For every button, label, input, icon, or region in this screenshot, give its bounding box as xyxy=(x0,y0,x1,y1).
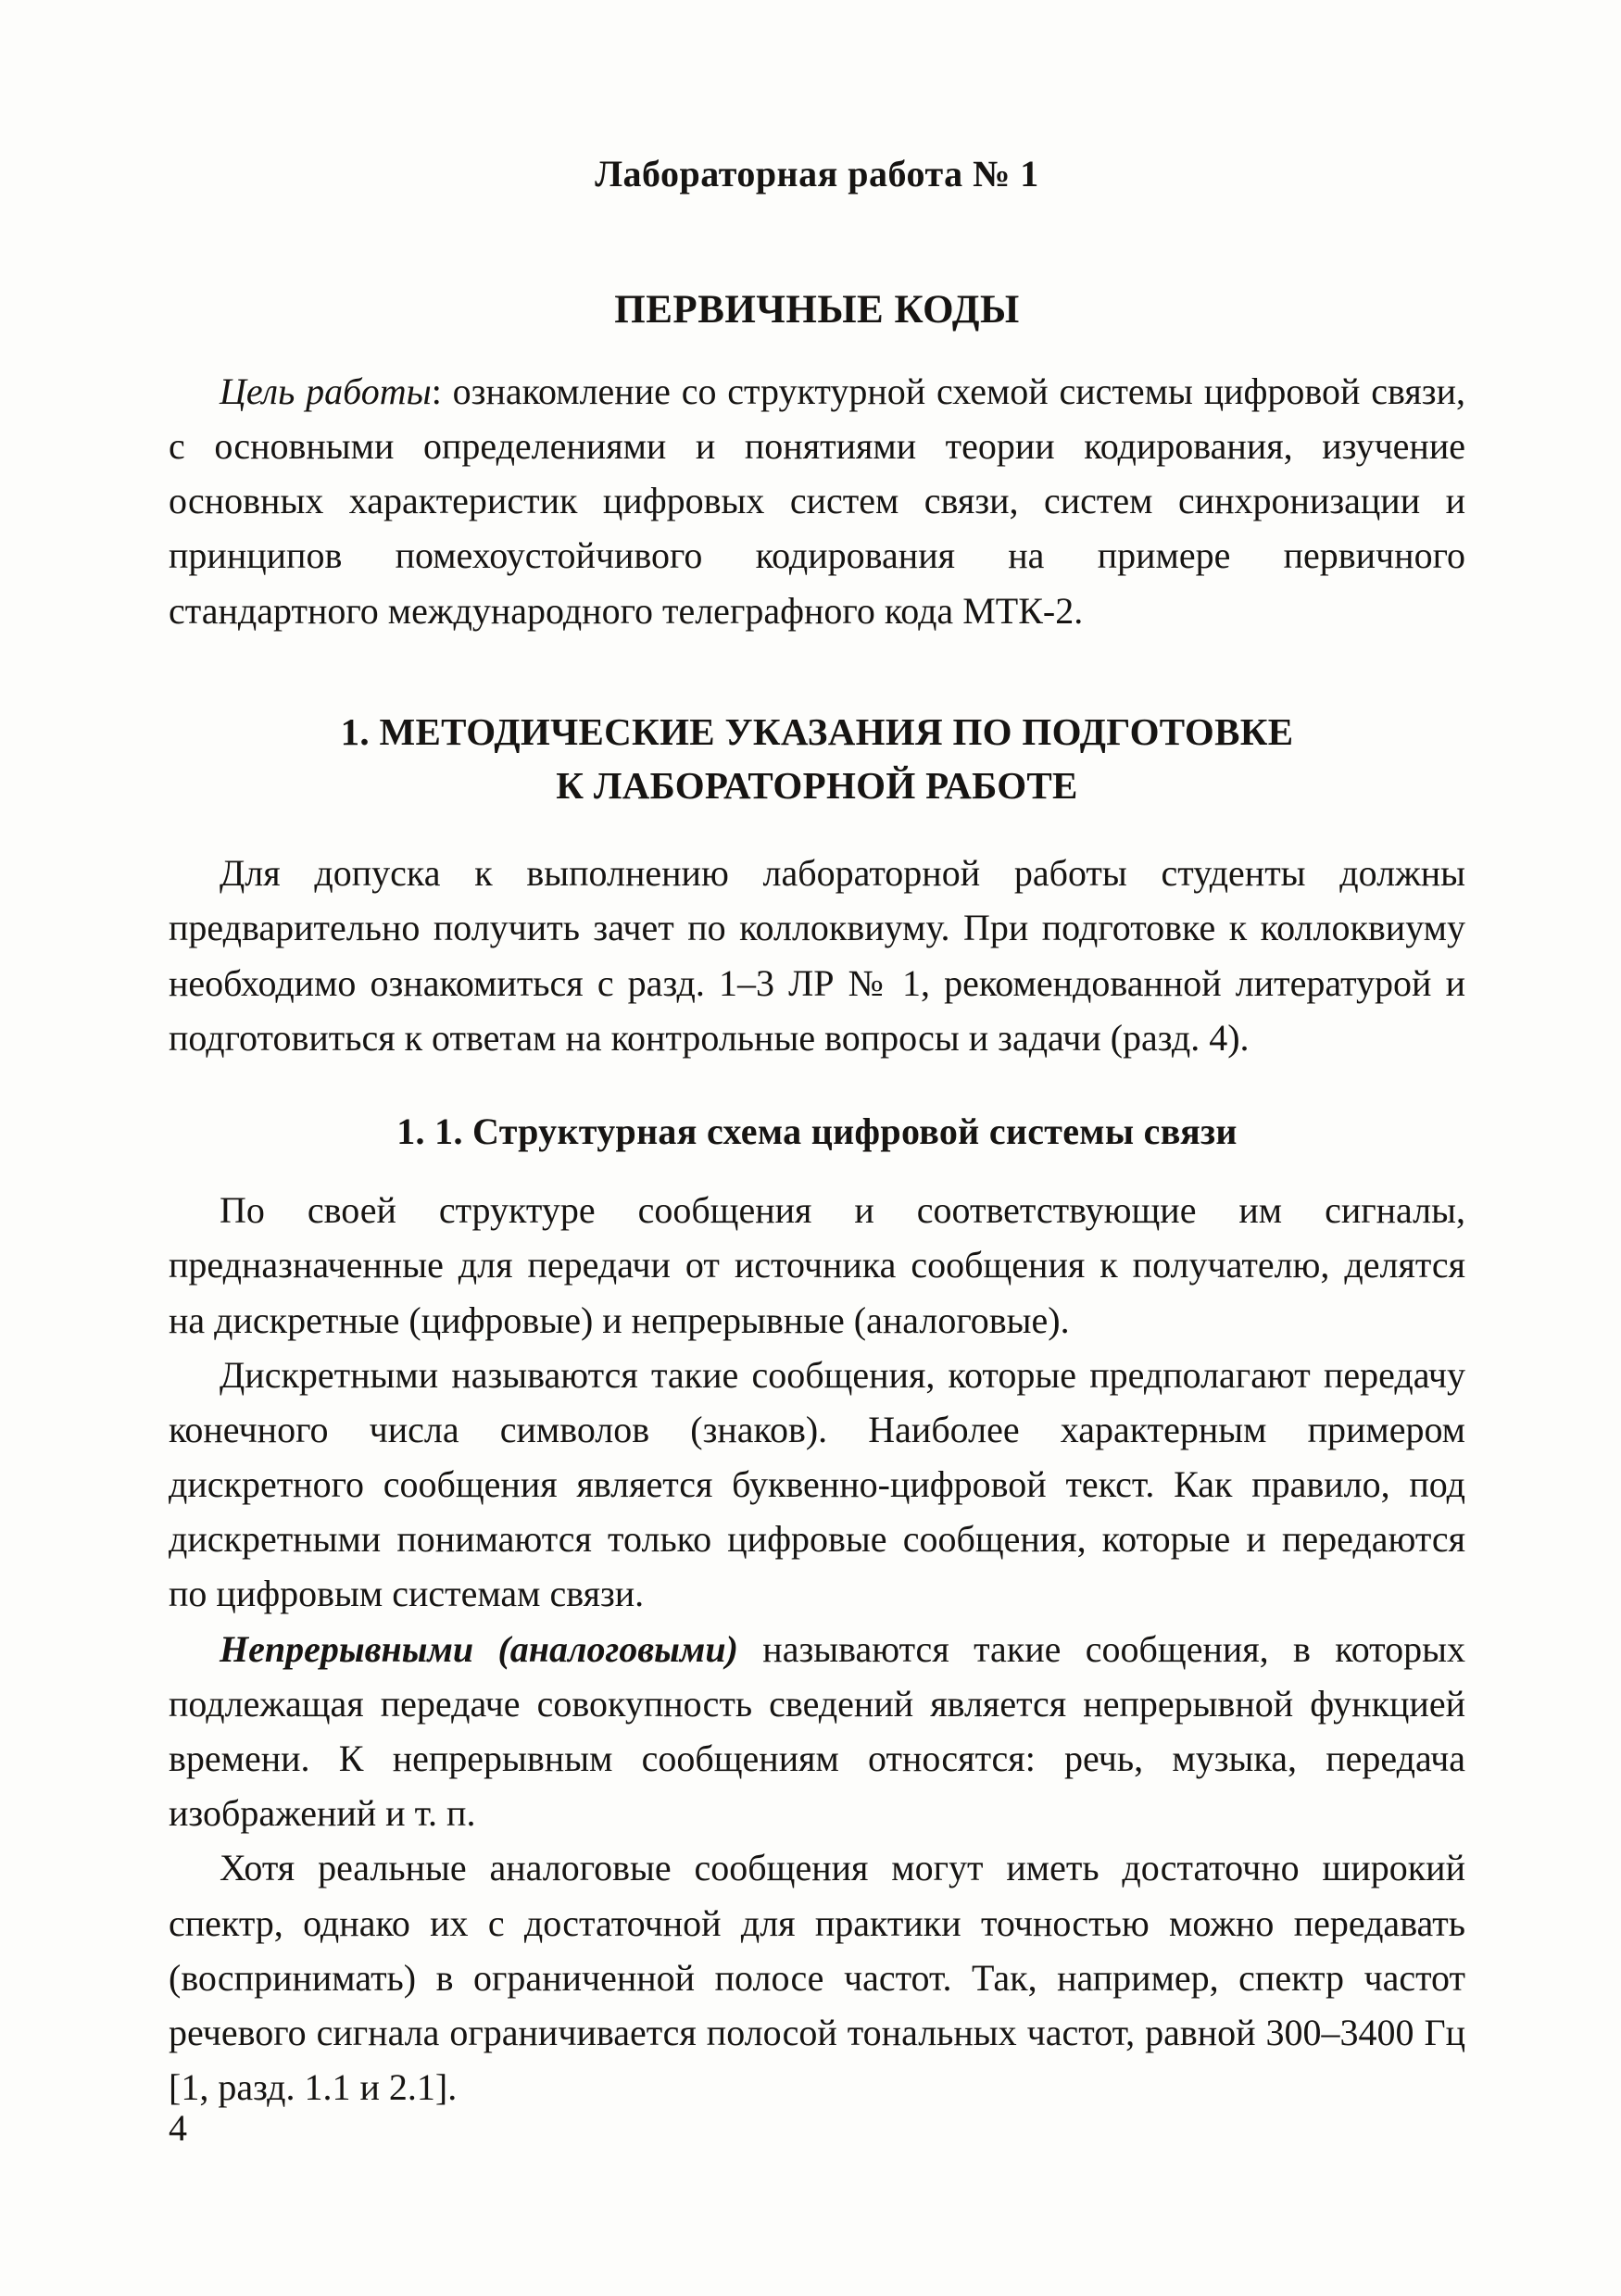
page-number: 4 xyxy=(169,2107,187,2149)
section-1-heading xyxy=(169,705,1465,812)
lab-work-title: Лабораторная работа № 1 xyxy=(595,153,1039,194)
paragraph-continuous xyxy=(169,1622,1465,1841)
continuous-lead-italic: Непрерывными (аналоговыми) xyxy=(220,1627,738,1670)
paragraph-structure: По своей структуре сообщения и соответствующие им сигналы, предназначенные для передачи от источника сообщения к получателю, делятся на дискретные (цифровые) и непрерывные (аналоговые). xyxy=(169,1189,1465,1341)
goal-text: : ознакомление со структурной схемой системы цифровой связи, с основными определениями и понятиями теории кодирования, изучение основных характеристик цифровых систем связи, систем синхронизации и принципов помехоустойчивого кодирования на примере первичного стандартного международного телеграфного кода МТК-2. xyxy=(169,370,1466,632)
paragraph-analog-spectrum: Хотя реальные аналоговые сообщения могут иметь достаточно широкий спектр, однако их с достаточной для практики точностью можно передавать (воспринимать) в ограниченной полосе частот. Так, например, спектр частот речевого сигнала ограничивается полосой тональных частот, равной 300–3400 Гц [1, разд. 1.1 и 2.1]. xyxy=(169,1847,1465,2109)
section-1-heading-line2: К ЛАБОРАТОРНОЙ РАБОТЕ xyxy=(556,763,1078,807)
continuous-text: называются такие сообщения, в которых подлежащая передаче совокупность сведений является непрерывной функцией времени. К непрерывным сообщениям относятся: речь, музыка, передача изображений и т. п. xyxy=(169,1627,1466,1835)
section-1-heading-line1: 1. МЕТОДИЧЕСКИЕ УКАЗАНИЯ ПО ПОДГОТОВКЕ xyxy=(340,709,1294,753)
subsection-1-1-heading: 1. 1. Структурная схема цифровой системы связи xyxy=(396,1110,1238,1152)
paragraph-discrete: Дискретными называются такие сообщения, которые предполагают передачу конечного числа символов (знаков). Наиболее характерным примером дискретного сообщения является буквенно-цифровой текст. Как правило, под дискретными понимаются только цифровые сообщения, которые и передаются по цифровым системам связи. xyxy=(169,1353,1465,1615)
goal-lead-italic: Цель работы xyxy=(220,370,432,412)
paragraph-goal xyxy=(169,364,1465,638)
paragraph-admission: Для допуска к выполнению лабораторной работы студенты должны предварительно получить зачет по коллоквиуму. При подготовке к коллоквиуму необходимо ознакомиться с разд. 1–3 ЛР № 1, рекомендованной литературой и подготовиться к ответам на контрольные вопросы и задачи (разд. 4). xyxy=(169,852,1465,1059)
chapter-heading: ПЕРВИЧНЫЕ КОДЫ xyxy=(614,288,1020,332)
